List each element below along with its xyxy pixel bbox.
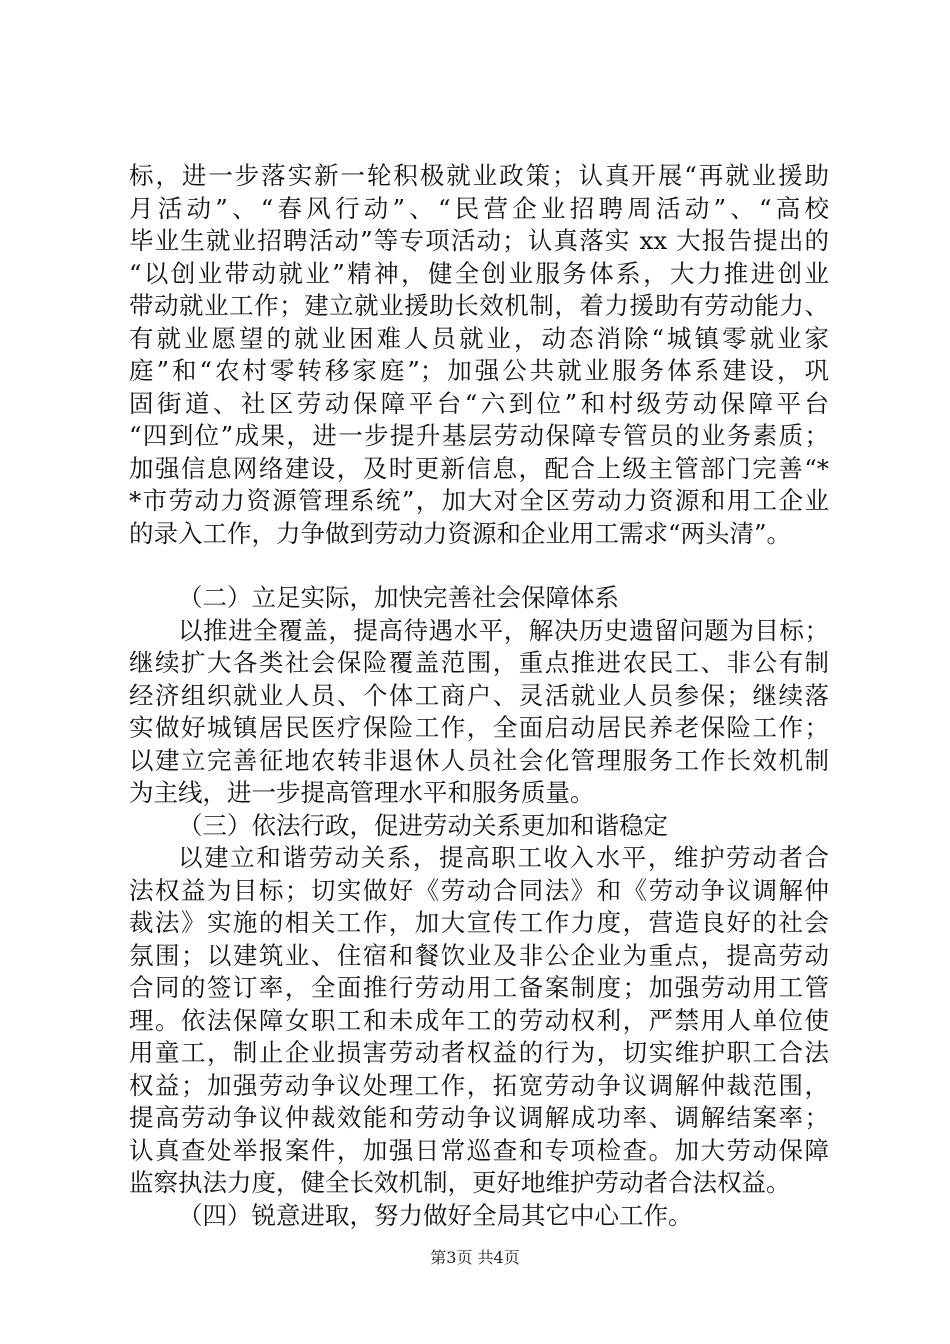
- text-line: “以创业带动就业”精神，健全创业服务体系，大力推进创业: [129, 258, 829, 288]
- text-line: 以建立完善征地农转非退休人员社会化管理服务工作长效机制: [129, 745, 829, 775]
- labor-relations-section: [129, 810, 829, 1200]
- text-line: 毕业生就业招聘活动”等专项活动；认真落实 xx 大报告提出的: [129, 226, 829, 255]
- document-body: [129, 160, 829, 1232]
- employment-policy-paragraph: [129, 160, 829, 550]
- text-line: 提高劳动争议仲裁效能和劳动争议调解成功率、调解结案率；: [129, 1103, 829, 1132]
- text-line: 庭”和“农村零转移家庭”；加强公共就业服务体系建设，巩: [129, 356, 829, 385]
- section-heading: （三）依法行政，促进劳动关系更加和谐稳定: [178, 810, 668, 840]
- text-line: 认真查处举报案件，加强日常巡查和专项检查。加大劳动保障: [129, 1135, 829, 1165]
- text-line: 裁法》实施的相关工作，加大宣传工作力度，营造良好的社会: [129, 908, 829, 937]
- other-work-section: [129, 1200, 829, 1233]
- page-number-footer: 第3页 共4页: [430, 1248, 520, 1267]
- text-line: 固街道、社区劳动保障平台“六到位”和村级劳动保障平台: [129, 388, 829, 418]
- text-line: 监察执法力度，健全长效机制，更好地维护劳动者合法权益。: [129, 1168, 791, 1197]
- text-line: 月活动”、“春风行动”、“民营企业招聘周活动”、“高校: [129, 193, 829, 223]
- text-line: 以建立和谐劳动关系，提高职工收入水平，维护劳动者合: [178, 843, 829, 872]
- text-line: 权益；加强劳动争议处理工作，拓宽劳动争议调解仲裁范围，: [129, 1070, 829, 1100]
- text-line: 氛围；以建筑业、住宿和餐饮业及非公企业为重点，提高劳动: [129, 940, 829, 970]
- text-line: 有就业愿望的就业困难人员就业，动态消除“城镇零就业家: [129, 323, 829, 353]
- text-line: *市劳动力资源管理系统”，加大对全区劳动力资源和用工企业: [129, 486, 829, 515]
- text-line: 法权益为目标；切实做好《劳动合同法》和《劳动争议调解仲: [129, 875, 829, 905]
- text-line: 带动就业工作；建立就业援助长效机制，着力援助有劳动能力、: [129, 291, 829, 320]
- social-security-section: [129, 582, 829, 810]
- section-heading: （二）立足实际，加快完善社会保障体系: [178, 583, 619, 612]
- text-line: 经济组织就业人员、个体工商户、灵活就业人员参保；继续落: [129, 680, 829, 710]
- section-heading: （四）锐意进取，努力做好全局其它中心工作。: [178, 1200, 693, 1230]
- text-line: 标，进一步落实新一轮积极就业政策；认真开展“再就业援助: [129, 161, 829, 190]
- text-line: 加强信息网络建设，及时更新信息，配合上级主管部门完善“*: [129, 453, 829, 483]
- text-line: 继续扩大各类社会保险覆盖范围，重点推进农民工、非公有制: [129, 648, 829, 677]
- paragraph-gap: [129, 550, 829, 582]
- text-line: 合同的签订率，全面推行劳动用工备案制度；加强劳动用工管: [129, 973, 829, 1002]
- text-line: 理。依法保障女职工和未成年工的劳动权利，严禁用人单位使: [129, 1005, 829, 1035]
- text-line: 以推进全覆盖，提高待遇水平，解决历史遗留问题为目标；: [178, 615, 829, 645]
- text-line: 为主线，进一步提高管理水平和服务质量。: [129, 778, 595, 807]
- text-line: 实做好城镇居民医疗保险工作，全面启动居民养老保险工作；: [129, 713, 829, 742]
- text-line: 用童工，制止企业损害劳动者权益的行为，切实维护职工合法: [129, 1038, 829, 1067]
- text-line: “四到位”成果，进一步提升基层劳动保障专管员的业务素质；: [129, 421, 829, 450]
- text-line: 的录入工作，力争做到劳动力资源和企业用工需求“两头清”。: [129, 518, 792, 548]
